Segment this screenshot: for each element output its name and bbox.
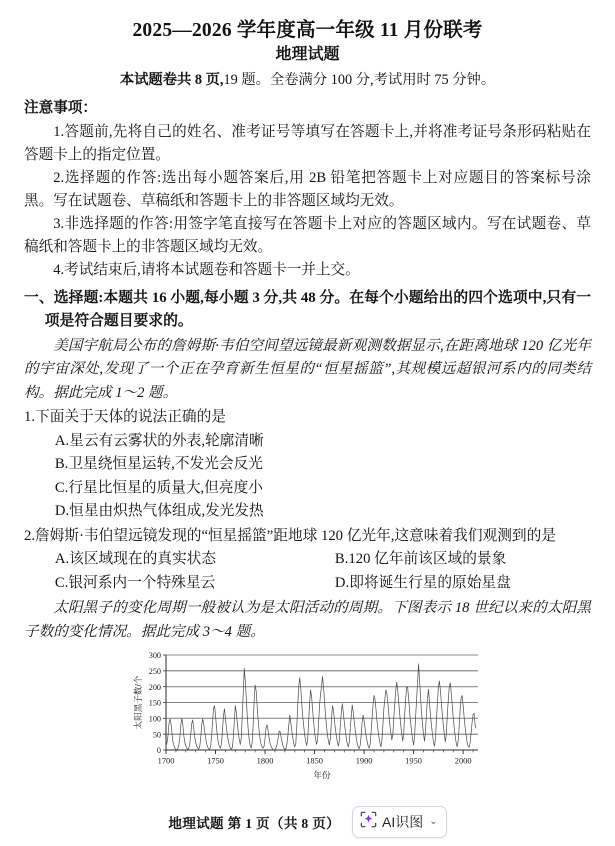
figure-sunspot bbox=[24, 648, 591, 780]
notice-section bbox=[24, 98, 591, 282]
sunspot-chart-svg bbox=[132, 648, 484, 780]
notice-heading: 注意事项： bbox=[24, 100, 97, 117]
svg-text:1950: 1950 bbox=[404, 756, 422, 766]
question-2-options-row-1 bbox=[24, 548, 591, 572]
section-one-heading: 一、选择题:本题共 16 小题,每小题 3 分,共 48 分。在每个小题给出的四个选项中,只有一项是符合题目要求的。 bbox=[24, 290, 591, 330]
notice-item-3: 3.非选择题的作答:用签字笔直接写在答题卡上对应的答题区域内。写在试题卷、草稿纸和答题卡上的非答题区域均无效。 bbox=[24, 216, 591, 256]
page-footer bbox=[0, 806, 615, 838]
question-2-option-a[interactable]: A.该区域现在的真实状态 bbox=[54, 551, 217, 568]
question-1-option-a[interactable]: A.星云有云雾状的外表,轮廓清晰 bbox=[54, 432, 264, 449]
passage-1: 美国宇航局公布的詹姆斯·韦伯空间望远镜最新观测数据显示,在距离地球 120 亿光年的宇宙深处,发现了一个正在孕育新生恒星的“恒星摇篮”,其规模远超银河系内的同类结构。据此完成 1～2 题。 bbox=[24, 338, 591, 401]
svg-text:300: 300 bbox=[148, 651, 161, 661]
scan-sparkle-icon bbox=[360, 811, 377, 833]
question-1-option-b[interactable]: B.卫星绕恒星运转,不发光会反光 bbox=[54, 456, 263, 473]
svg-text:年份: 年份 bbox=[312, 769, 331, 780]
svg-text:太阳黑子数/个: 太阳黑子数/个 bbox=[132, 675, 143, 730]
sunspot-chart bbox=[132, 648, 484, 780]
ai-recognize-image-label: AI识图 bbox=[382, 814, 424, 830]
svg-text:150: 150 bbox=[148, 698, 161, 708]
exam-meta-lead: 本试题卷共 8 页, bbox=[119, 72, 224, 89]
question-1-stem: 1.下面关于天体的说法正确的是 bbox=[24, 409, 226, 426]
exam-meta-rest: 19 题。全卷满分 100 分,考试用时 75 分钟。 bbox=[223, 72, 496, 89]
page-title: 2025—2026 学年度高一年级 11 月份联考 bbox=[132, 20, 483, 41]
question-1 bbox=[24, 406, 591, 524]
svg-text:100: 100 bbox=[148, 714, 161, 724]
exam-page bbox=[0, 18, 615, 846]
passage-2: 太阳黑子的变化周期一般被认为是太阳活动的周期。下图表示 18 世纪以来的太阳黑子数的变化情况。据此完成 3～4 题。 bbox=[24, 600, 591, 640]
notice-item-2: 2.选择题的作答:选出每小题答案后,用 2B 铅笔把答题卡上对应题目的答案标号涂黑。写在试题卷、草稿纸和答题卡上的非答题区域均无效。 bbox=[24, 169, 591, 209]
notice-item-1: 1.答题前,先将自己的姓名、准考证号等填写在答题卡上,并将准考证号条形码粘贴在答题卡上的指定位置。 bbox=[24, 123, 591, 163]
question-2-stem: 2.詹姆斯·韦伯望远镜发现的“恒星摇篮”距地球 120 亿光年,这意味着我们观测到的是 bbox=[24, 527, 556, 544]
page-subtitle: 地理试题 bbox=[275, 46, 340, 64]
svg-text:1800: 1800 bbox=[256, 756, 273, 766]
ai-recognize-image-button[interactable] bbox=[352, 806, 447, 838]
footer-page-indicator: 地理试题 第 1 页（共 8 页） bbox=[168, 816, 340, 831]
svg-text:250: 250 bbox=[148, 666, 161, 676]
question-1-option-d[interactable]: D.恒星由炽热气体组成,发光发热 bbox=[54, 503, 264, 520]
question-2-options bbox=[24, 548, 591, 595]
question-2-option-d[interactable]: D.即将诞生行星的原始星盘 bbox=[334, 574, 511, 591]
svg-text:1900: 1900 bbox=[355, 756, 372, 766]
question-2 bbox=[24, 525, 591, 596]
svg-text:50: 50 bbox=[152, 730, 161, 740]
notice-item-4: 4.考试结束后,请将本试题卷和答题卡一并上交。 bbox=[53, 262, 360, 279]
question-1-options bbox=[24, 430, 591, 524]
svg-text:2000: 2000 bbox=[454, 756, 472, 766]
svg-text:1750: 1750 bbox=[206, 756, 224, 766]
question-2-option-b[interactable]: B.120 亿年前该区域的景象 bbox=[334, 551, 507, 568]
svg-text:0: 0 bbox=[156, 746, 161, 756]
chevron-down-icon[interactable]: ⌄ bbox=[429, 816, 438, 827]
svg-text:1700: 1700 bbox=[157, 756, 174, 766]
exam-meta bbox=[24, 71, 591, 90]
question-2-option-c[interactable]: C.银河系内一个特殊星云 bbox=[54, 574, 216, 591]
question-1-option-c[interactable]: C.行星比恒星的质量大,但亮度小 bbox=[54, 479, 263, 496]
svg-text:200: 200 bbox=[148, 682, 161, 692]
svg-text:1850: 1850 bbox=[305, 756, 323, 766]
question-2-options-row-2 bbox=[24, 572, 591, 596]
